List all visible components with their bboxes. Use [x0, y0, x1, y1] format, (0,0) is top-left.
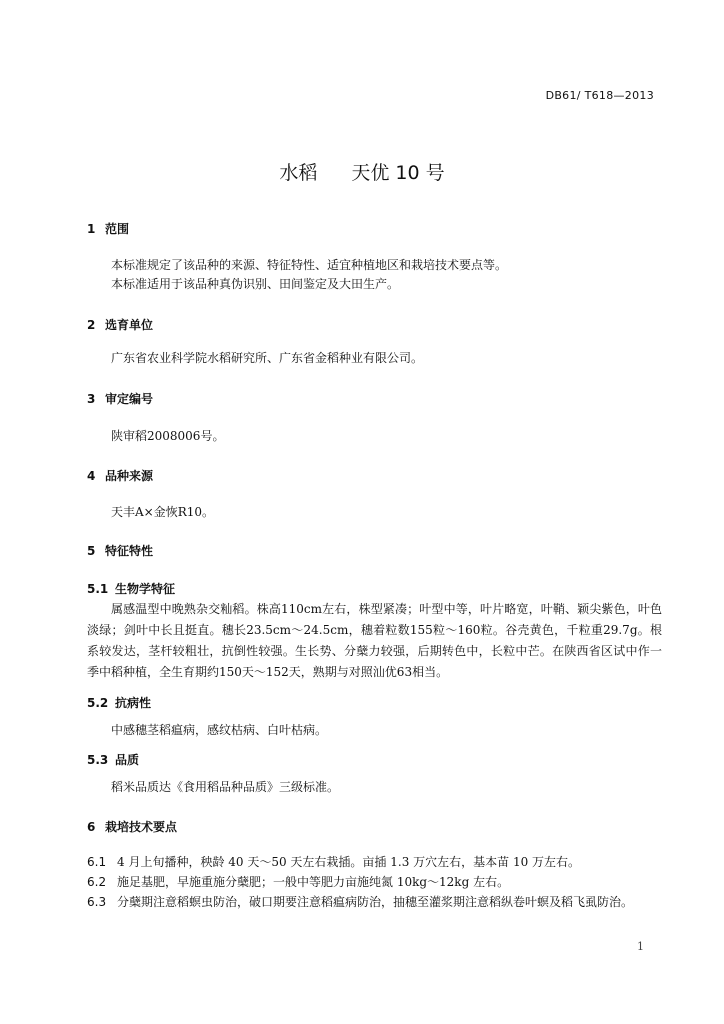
title-crop: 水稻: [279, 162, 318, 184]
list-item: [87, 893, 633, 910]
list-item: [87, 873, 509, 890]
title-variety: 天优 10 号: [351, 162, 445, 184]
item-text: 分蘖期注意稻螟虫防治，破口期要注意稻瘟病防治，抽穗至灌浆期注意稻纵卷叶螟及稻飞虱防治。: [117, 895, 634, 909]
section-title: 范围: [105, 222, 130, 236]
section-4-text: 天丰A×金恢R10。: [111, 505, 215, 519]
section-number: 1: [87, 222, 96, 236]
section-2-text: 广东省农业科学院水稻研究所、广东省金稻种业有限公司。: [111, 351, 424, 365]
section-number: 6: [87, 820, 96, 834]
section-1-heading: [87, 220, 129, 237]
section-number: 4: [87, 469, 96, 483]
page-number: 1: [637, 940, 644, 953]
section-number: 5.3: [87, 753, 109, 767]
section-5-3-heading: [87, 751, 139, 768]
section-5-2-heading: [87, 694, 151, 711]
section-3-heading: [87, 390, 153, 407]
section-5-1-paragraph: 属感温型中晚熟杂交籼稻。株高110cm左右，株型紧凑；叶型中等，叶片略宽，叶鞘、颖尖紫色，叶色淡绿；剑叶中长且挺直。穗长23.5cm～24.5cm，穗着粒数155粒～160粒。谷壳黄色，千粒重29.7g。根系较发达，茎杆较粗壮，抗倒性较强。生长势、分蘖力较强，后期转色中，长粒中芒。在陕西省区试中作一季中稻种植，全生育期约150天～152天，熟期与对照汕优63相当。: [87, 602, 662, 679]
section-title: 栽培技术要点: [105, 820, 178, 834]
page-title: [0, 158, 724, 185]
item-number: 6.2: [87, 875, 107, 889]
section-number: 2: [87, 318, 96, 332]
section-3-text: 陕审稻2008006号。: [111, 429, 225, 443]
section-number: 3: [87, 392, 96, 406]
section-number: 5.2: [87, 696, 109, 710]
section-1-line-1: 本标准规定了该品种的来源、特征特性、适宜种植地区和栽培技术要点等。: [111, 258, 508, 272]
section-title: 审定编号: [105, 392, 154, 406]
standard-code: DB61/ T618—2013: [545, 89, 654, 102]
section-5-2-text: 中感穗茎稻瘟病，感纹枯病、白叶枯病。: [111, 723, 328, 737]
item-number: 6.3: [87, 895, 107, 909]
section-5-1-heading: [87, 580, 175, 597]
section-number: 5: [87, 544, 96, 558]
section-title: 特征特性: [105, 544, 154, 558]
section-5-3-text: 稻米品质达《食用稻品种品质》三级标准。: [111, 780, 340, 794]
item-text: 4 月上旬播种，秧龄 40 天～50 天左右栽插。亩插 1.3 万穴左右，基本苗 10 万左右。: [117, 855, 581, 869]
section-1-line-2: 本标准适用于该品种真伪识别、田间鉴定及大田生产。: [111, 277, 400, 291]
section-title: 抗病性: [115, 696, 152, 710]
section-2-heading: [87, 316, 153, 333]
section-6-heading: [87, 818, 177, 835]
section-title: 品种来源: [105, 469, 154, 483]
section-5-heading: [87, 542, 153, 559]
item-text: 施足基肥，早施重施分蘖肥；一般中等肥力亩施纯氮 10kg～12kg 左右。: [117, 875, 510, 889]
item-number: 6.1: [87, 855, 107, 869]
section-number: 5.1: [87, 582, 109, 596]
list-item: [87, 853, 580, 870]
section-title: 生物学特征: [115, 582, 176, 596]
section-4-heading: [87, 467, 153, 484]
section-title: 品质: [115, 753, 140, 767]
section-title: 选育单位: [105, 318, 154, 332]
